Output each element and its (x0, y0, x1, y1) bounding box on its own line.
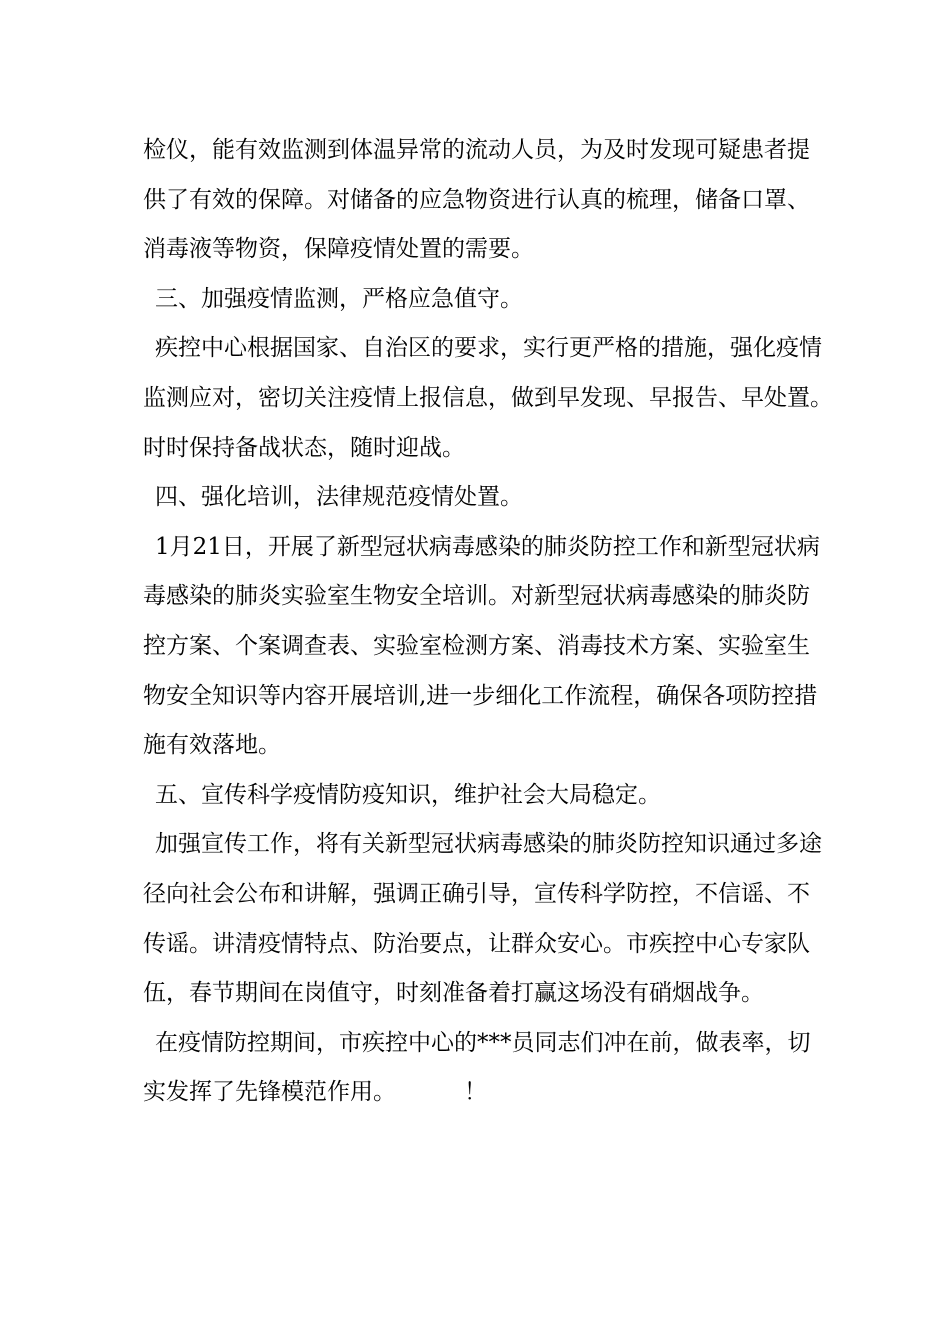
body-line: 监测应对，密切关注疫情上报信息，做到早发现、早报告、早处置。 (143, 384, 833, 411)
body-line: 毒感染的肺炎实验室生物安全培训。对新型冠状病毒感染的肺炎防 (143, 583, 810, 610)
final-line (143, 1068, 833, 1118)
body-line: 施有效落地。 (143, 732, 281, 759)
body-line: 传谣。讲清疫情特点、防治要点，让群众安心。市疾控中心专家队 (143, 930, 810, 957)
section-heading-5: 五、宣传科学疫情防疫知识，维护社会大局稳定。 (155, 781, 661, 808)
document-body (143, 126, 833, 1118)
final-line-text: 实发挥了先锋模范作用。 (143, 1079, 396, 1106)
body-line: 物安全知识等内容开展培训,进一步细化工作流程，确保各项防控措 (143, 682, 818, 709)
body-line: 时时保持备战状态，随时迎战。 (143, 434, 465, 461)
body-line: 控方案、个案调查表、实验室检测方案、消毒技术方案、实验室生 (143, 632, 810, 659)
body-line: 供了有效的保障。对储备的应急物资进行认真的梳理，储备口罩、 (143, 186, 810, 213)
paragraph-start: 1月21日，开展了新型冠状病毒感染的肺炎防控工作和新型冠状病 (155, 533, 820, 560)
body-line: 伍，春节期间在岗值守，时刻准备着打赢这场没有硝烟战争。 (143, 980, 764, 1007)
body-line: 径向社会公布和讲解，强调正确引导，宣传科学防控，不信谣、不 (143, 880, 810, 907)
exclamation-mark: ！ (464, 1079, 487, 1106)
paragraph-start: 加强宣传工作，将有关新型冠状病毒感染的肺炎防控知识通过多途 (155, 831, 822, 858)
body-line: 消毒液等物资，保障疫情处置的需要。 (143, 236, 534, 263)
paragraph-start: 疾控中心根据国家、自治区的要求，实行更严格的措施，强化疫情 (155, 335, 822, 362)
section-heading-4: 四、强化培训，法律规范疫情处置。 (155, 484, 523, 511)
body-line: 检仪，能有效监测到体温异常的流动人员，为及时发现可疑患者提 (143, 137, 810, 163)
paragraph-start: 在疫情防控期间，市疾控中心的***员同志们冲在前，做表率，切 (155, 1029, 811, 1056)
section-heading-3: 三、加强疫情监测，严格应急值守。 (155, 285, 523, 312)
